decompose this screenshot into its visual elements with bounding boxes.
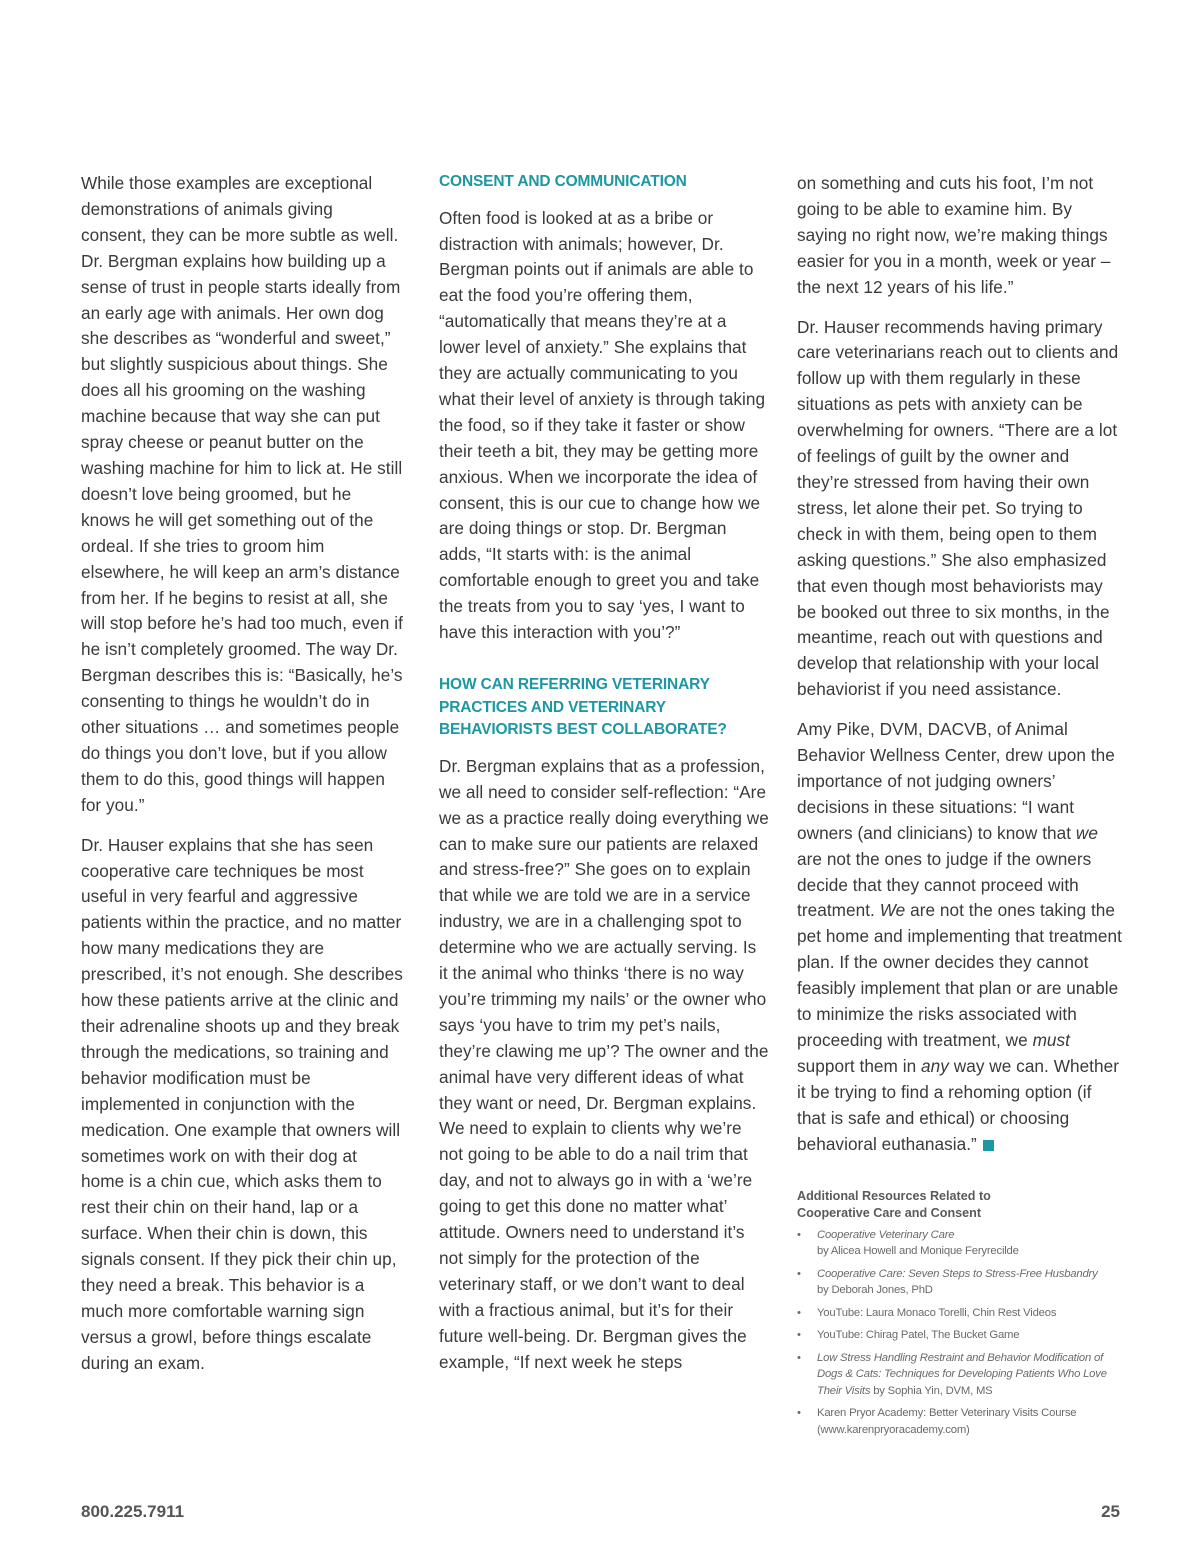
resource-text: YouTube: Laura Monaco Torelli, Chin Rest Videos	[817, 1306, 1057, 1319]
resource-title: Cooperative Veterinary Care	[817, 1228, 955, 1241]
resources-title	[797, 1188, 1122, 1222]
body-paragraph: Dr. Hauser explains that she has seen cooperative care techniques be most useful in very fearful and aggressive patients within the practice, and no matter how many medications they are prescribed, it’s not enough. She describes how these patients arrive at the clinic and their adrenaline shoots up and they break through the medications, so training and behavior modification must be implemented in conjunction with the medication. One example that owners will sometimes work on with their dog at home is a chin cue, which asks them to rest their chin on their hand, lap or a surface. When their chin is down, this signals consent. If they pick their chin up, they need a break. This behavior is a much more comfortable warning sign versus a growl, before things escalate during an exam.	[81, 834, 403, 1373]
body-paragraph: on something and cuts his foot, I’m not going to be able to examine him. By saying no right now, we’re making things easier for you in a month, week or year – the next 12 years of his life.”	[797, 173, 1111, 297]
list-item	[797, 1327, 1122, 1344]
bullet-icon: •	[797, 1267, 801, 1280]
text-run: Amy Pike, DVM, DACVB, of Animal Behavior Wellness Center, drew upon the importance of not judging owners’ decisions in these situations: “I want owners (and clinicians) to know that	[797, 719, 1115, 843]
column-middle	[439, 171, 769, 1390]
resources-box	[797, 1188, 1122, 1439]
resource-author: by Sophia Yin, DVM, MS	[870, 1384, 993, 1397]
text-run: are not the ones taking the pet home and implementing that treatment plan. If the owner decides they cannot feasibly implement that plan or are unable to minimize the risks associated with proceeding with treatment, we	[797, 900, 1122, 1050]
resource-author: by Alicea Howell and Monique Feryrecilde	[817, 1245, 1019, 1258]
text-run: way we can. Whether it be trying to find a rehoming option (if that is safe and ethical) or choosing behavioral euthanasia.”	[797, 1055, 1120, 1154]
list-item	[797, 1266, 1122, 1299]
emphasis: must	[1032, 1030, 1071, 1050]
bullet-icon: •	[797, 1351, 801, 1364]
bullet-icon: •	[797, 1329, 801, 1342]
column-left	[81, 171, 403, 1391]
body-paragraph: While those examples are exceptional demonstrations of animals giving consent, they can be more subtle as well. Dr. Bergman explains how building up a sense of trust in people starts ideally from an early age with animals. Her own dog she describes as “wonderful and sweet,” but slightly suspicious about things. She does all his grooming on the washing machine because that way she can put spray cheese or peanut butter on the washing machine for him to lick at. He still doesn’t love being groomed, but he knows he will get something out of the ordeal. If she tries to groom him elsewhere, he will keep an arm’s distance from her. If he begins to resist at all, she will stop before he’s had too much, even if he isn’t completely groomed. The way Dr. Bergman describes this is: “Basically, he’s consenting to things he wouldn’t do in other situations … and sometimes people do things you don’t love, but if you allow them to do this, good things will happen for you.”	[81, 173, 403, 815]
bullet-icon: •	[797, 1306, 801, 1319]
resource-title: Their Visits	[817, 1384, 871, 1397]
resource-title: Low Stress Handling Restraint and Behavior Modification of	[817, 1351, 1104, 1364]
section-heading-collaborate: HOW CAN REFERRING VETERINARY PRACTICES AND VETERINARY BEHAVIORISTS BEST COLLABORATE?	[439, 676, 727, 739]
emphasis: we	[1075, 822, 1098, 843]
column-right	[797, 171, 1122, 1444]
body-paragraph	[797, 717, 1122, 1157]
list-item	[797, 1227, 1122, 1260]
resource-title: Dogs & Cats: Techniques for Developing Patients Who Love	[817, 1368, 1107, 1381]
bullet-icon: •	[797, 1407, 801, 1420]
list-item	[797, 1405, 1122, 1438]
emphasis: We	[879, 900, 906, 921]
footer-page-number: 25	[1101, 1502, 1120, 1521]
section-heading-consent: CONSENT AND COMMUNICATION	[439, 173, 687, 190]
resources-title-line: Additional Resources Related to	[797, 1188, 991, 1203]
list-item	[797, 1350, 1122, 1400]
resource-text: YouTube: Chirag Patel, The Bucket Game	[817, 1329, 1020, 1342]
body-paragraph: Dr. Bergman explains that as a profession, we all need to consider self-reflection: “Are we as a practice really doing everything we can to make sure our patients are relaxed and stress-free?” She goes on to explain that while we are told we are in a service industry, we are in a challenging spot to determine who we are actually serving. Is it the animal who thinks ‘there is no way you’re trimming my nails’ or the owner who says ‘you have to trim my pet’s nails, they’re clawing me up’? The owner and the animal have very different ideas of what they want or need, Dr. Bergman explains. We need to explain to clients why we’re not going to be able to do a nail trim that day, and not to always go in with a ‘we’re going to get this done no matter what’ attitude. Owners need to understand it’s not simply for the protection of the veterinary staff, or we don’t want to deal with a fractious animal, but it’s for their future well-being. Dr. Bergman gives the example, “If next week he steps	[439, 755, 769, 1372]
list-item	[797, 1305, 1122, 1322]
footer-phone-number: 800.225.7911	[81, 1502, 185, 1521]
resources-list	[797, 1227, 1122, 1439]
resource-author: by Deborah Jones, PhD	[817, 1284, 933, 1297]
bullet-icon: •	[797, 1228, 801, 1241]
resources-title-line: Cooperative Care and Consent	[797, 1205, 982, 1220]
text-run: support them in	[797, 1055, 922, 1076]
text-run: are not the ones to judge if the owners decide that they cannot proceed with treatment.	[797, 848, 1092, 921]
body-paragraph: Often food is looked at as a bribe or distraction with animals; however, Dr. Bergman points out if animals are able to eat the food you’re offering them, “automatically that means they’re at a lower level of anxiety.” She explains that they are actually communicating to you what their level of anxiety is through taking the food, so if they take it faster or show their teeth a bit, they may be getting more anxious. When we incorporate the idea of consent, this is our cue to change how we are doing things or stop. Dr. Bergman adds, “It starts with: is the animal comfortable enough to greet you and take the treats from you to say ‘yes, I want to have this interaction with you’?”	[439, 207, 766, 643]
resource-title: Cooperative Care: Seven Steps to Stress-Free Husbandry	[817, 1267, 1098, 1280]
body-paragraph: Dr. Hauser recommends having primary care veterinarians reach out to clients and follow up with them regularly in these situations as pets with anxiety can be overwhelming for owners. “There are a lot of feelings of guilt by the owner and they’re stressed from having their own stress, let alone their pet. So trying to check in with them, being open to them asking questions.” She also emphasized that even though most behaviorists may be booked out three to six months, in the meantime, reach out with questions and develop that relationship with your local behaviorist if you need assistance.	[797, 316, 1119, 700]
end-mark-square-icon	[983, 1140, 994, 1151]
emphasis: any	[921, 1055, 949, 1076]
resource-url: (www.karenpryoracademy.com)	[817, 1423, 970, 1436]
resource-text: Karen Pryor Academy: Better Veterinary Visits Course	[817, 1407, 1077, 1420]
